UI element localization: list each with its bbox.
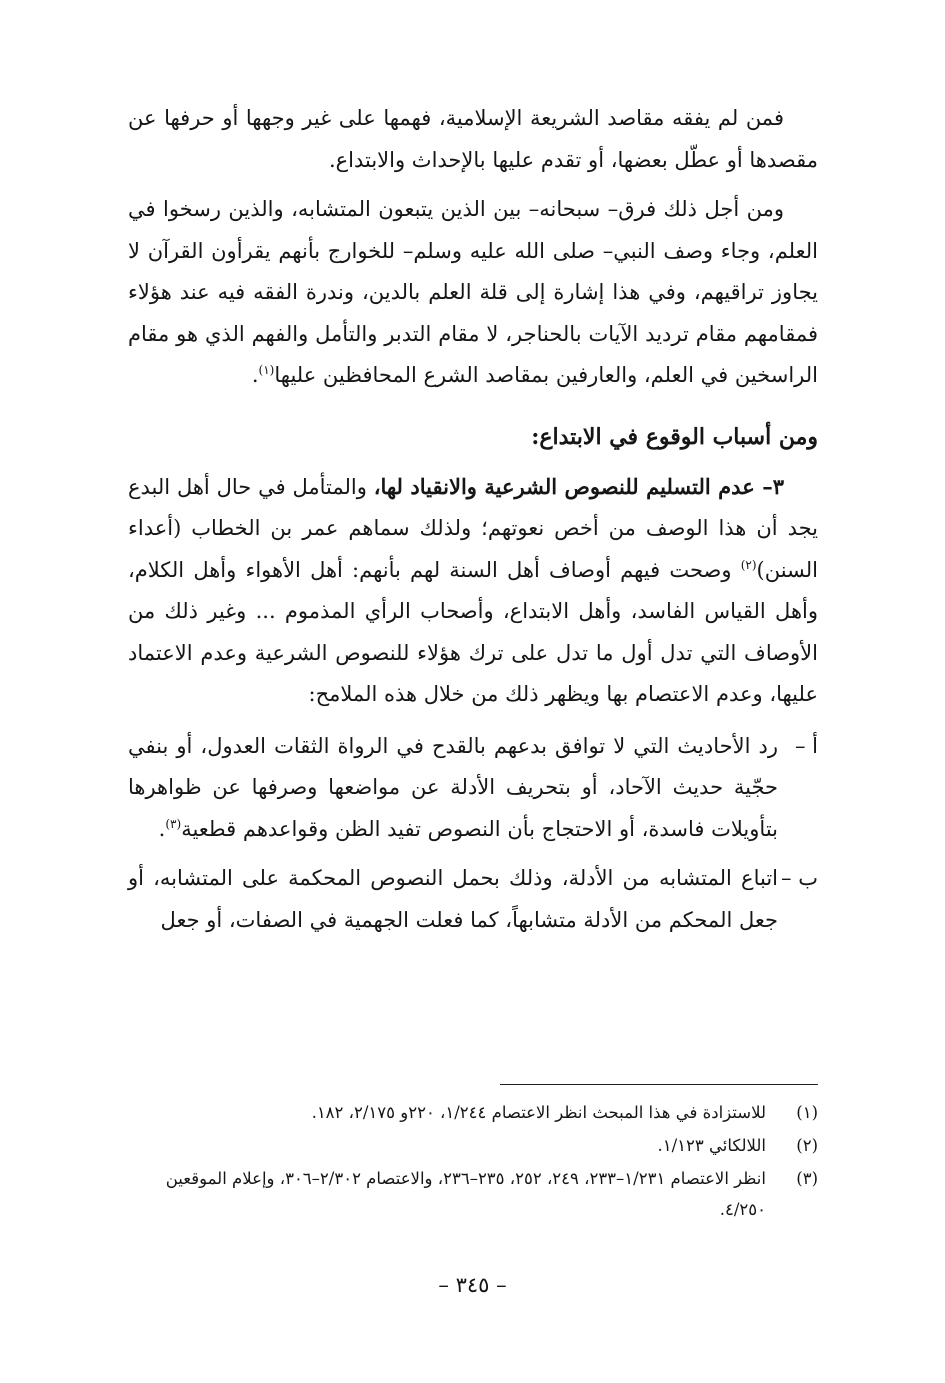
list-item-b-marker: ب – <box>781 866 818 890</box>
footnote-ref-1[interactable]: (١) <box>258 363 275 377</box>
paragraph-3-text-a: والمتأمل في حال أهل البدع يجد أن هذا الوصف من أخص نعوتهم؛ ولذلك سماهم عمر بن الخطاب (أعداء السنن) <box>128 474 818 582</box>
footnote-1 <box>128 1097 818 1128</box>
list-item-b-text: اتباع المتشابه من الأدلة، وذلك بحمل النصوص المحكمة على المتشابه، أو جعل المحكم من الأدلة متشابهاً، كما فعلت الجهمية في الصفات، أو جعل <box>128 866 778 932</box>
footnote-ref-2[interactable]: (٢) <box>740 557 757 572</box>
list-item-b <box>128 858 818 941</box>
paragraph-3-lead: ٣– عدم التسليم للنصوص الشرعية والانقياد لها، <box>373 473 784 499</box>
list-item-a-body: رد الأحاديث التي لا توافق بدعهم بالقدح في الرواة الثقات العدول، أو بنفي حجّية حديث الآحاد، أو بتحريف الأدلة عن مواضعها وصرفها عن ظواهرها بتأويلات فاسدة، أو الاحتجاج بأن النصوص تفيد الظن وقواعدهم قطعية <box>128 733 778 841</box>
footnote-3-number: (٣) <box>796 1169 818 1188</box>
paragraph-1 <box>128 98 818 181</box>
footnote-ref-3[interactable]: (٣) <box>165 816 182 831</box>
paragraph-3-text-b: وصحت فيهم أوصاف أهل السنة لهم بأنهم: أهل الأهواء وأهل الكلام، وأهل القياس الفاسد، وأهل الابتداع، وأصحاب الرأي المذموم ... وغير ذلك من الأوصاف التي تدل أول ما تدل على ترك هؤلاء للنصوص الشرعية وعدم الاعتماد عليها، وعدم الاعتصام بها ويظهر ذلك من خلال هذه الملامح: <box>128 557 818 706</box>
page-number: – ٣٤٥ – <box>438 1273 507 1297</box>
footnote-2-number: (٢) <box>796 1136 818 1155</box>
section-heading: ومن أسباب الوقوع في الابتداع: <box>531 423 818 450</box>
footnote-1-text: للاستزادة في هذا المبحث انظر الاعتصام ١/٢٤٤، ٢٢٠و ٢/١٧٥، ١٨٢. <box>311 1103 766 1122</box>
footnotes <box>128 1097 818 1227</box>
footnote-divider <box>500 1084 818 1085</box>
footnote-2-text: اللالكائي ١/١٢٣. <box>657 1136 766 1155</box>
list-item-a <box>128 726 818 851</box>
list-item-a-text: رد الأحاديث التي لا توافق بدعهم بالقدح في الرواة الثقات العدول، أو بنفي حجّية حديث الآحاد، أو بتحريف الأدلة عن مواضعها وصرفها عن ظواهرها بتأويلات فاسدة، أو الاحتجاج بأن النصوص تفيد الظن وقواعدهم قطعية$^{(٣)}$. <box>128 733 778 841</box>
footnote-1-number: (١) <box>796 1103 818 1122</box>
paragraph-2: ومن أجل ذلك فرق– سبحانه– بين الذين يتبعون المتشابه، والذين رسخوا في العلم، وجاء وصف النبي– صلى الله عليه وسلم– للخوارج بأنهم يقرأون القرآن لا يجاوز تراقيهم، وفي هذا إشارة إلى قلة العلم بالدين، وندرة الفقه فيه عند هؤلاء فمقامهم مقام ترديد الآيات بالحناجر، لا مقام التدبر والتأمل والفهم الذي هو مقام الراسخين في العلم، والعارفين بمقاصد الشرع المحافظين عليها$^{(١)}$. <box>128 197 818 387</box>
footnote-2 <box>128 1130 818 1161</box>
paragraph-2-text: ومن أجل ذلك فرق– سبحانه– بين الذين يتبعون المتشابه، والذين رسخوا في العلم، وجاء وصف النبي– صلى الله عليه وسلم– للخوارج بأنهم يقرأون القرآن لا يجاوز تراقيهم، وفي هذا إشارة إلى قلة العلم بالدين، وندرة الفقه فيه عند هؤلاء فمقامهم مقام ترديد الآيات بالحناجر، لا مقام التدبر والتأمل والفهم الذي هو مقام الراسخين في العلم، والعارفين بمقاصد الشرع المحافظين عليها <box>128 197 818 387</box>
footnote-3 <box>128 1163 818 1225</box>
paragraph-3 <box>128 466 818 716</box>
paragraph-1-text: فمن لم يفقه مقاصد الشريعة الإسلامية، فهمها على غير وجهها أو حرفها عن مقصدها أو عطّل بعضها، أو تقدم عليها بالإحداث والابتداع. <box>128 106 818 172</box>
footnote-3-text: انظر الاعتصام ١/٢٣١–٢٣٣، ٢٤٩، ٢٥٢، ٢٣٥–٢٣٦، والاعتصام ٢/٣٠٢–٣٠٦، وإعلام الموقعين ٤/٢٥٠. <box>165 1169 766 1219</box>
list-item-a-marker: أ – <box>794 733 818 758</box>
